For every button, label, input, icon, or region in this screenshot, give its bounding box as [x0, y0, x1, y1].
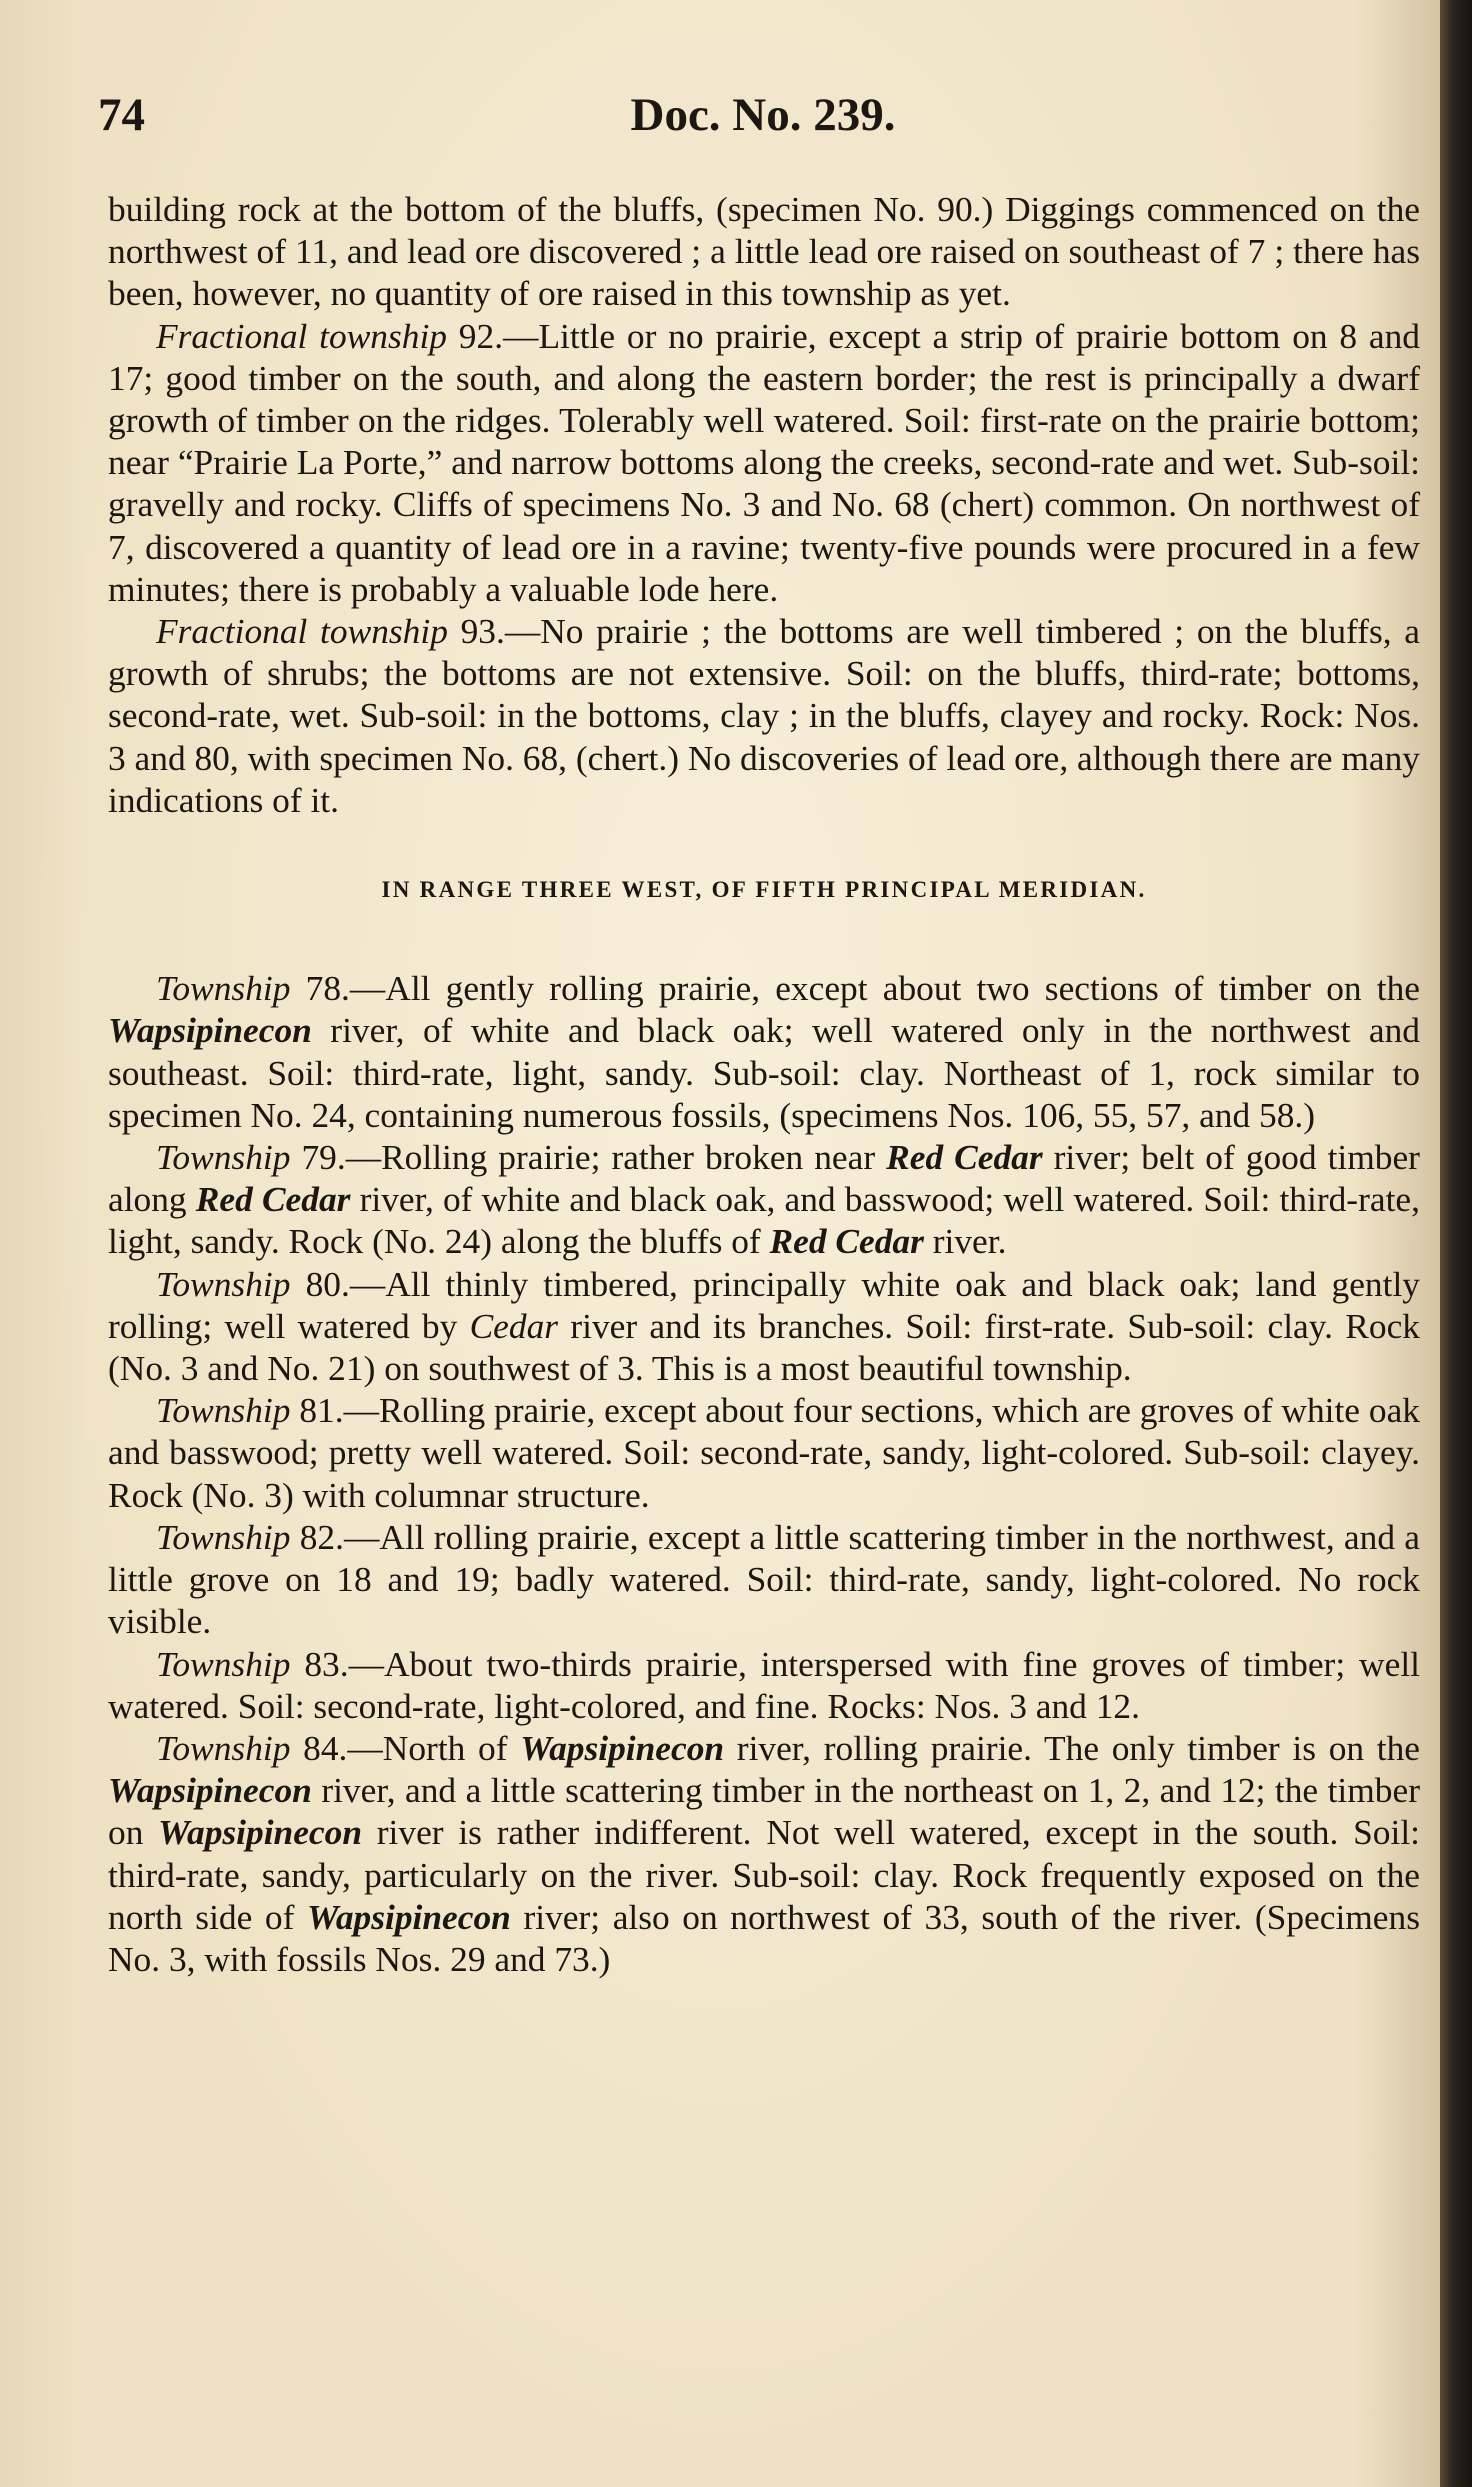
river-name: Red Cedar — [195, 1179, 351, 1220]
township-label: Township — [156, 1643, 291, 1684]
river-name: Wapsipinecon — [307, 1896, 511, 1937]
paragraph-township-83: Township 83.—About two-thirds prairie, interspersed with fine groves of timber; well watered. Soil: second-rate, light-colored, and fine. Rocks: Nos. 3 and 12. — [108, 1643, 1420, 1726]
paragraph-township-78: Township 78.—All gently rolling prairie, except about two sections of timber on the Wapsipinecon river, of white and black oak; well watered only in the northwest and southeast. Soil: third-rate, light, sandy. Sub-soil: clay. Northeast of 1, rock similar to specimen No. 24, containing numerous fossils, (specimens Nos. 106, 55, 57, and 58.) — [108, 968, 1420, 1135]
paragraph-township-84: Township 84.—North of Wapsipinecon river, rolling prairie. The only timber is on the Wapsipinecon river, and a little scattering timber in the northeast on 1, 2, and 12; the timber on Wapsipinecon river is rather indifferent. Not well watered, except in the south. Soil: third-rate, sandy, particularly on the river. Sub-soil: clay. Rock frequently exposed on the north side of Wapsipinecon river; also on northwest of 33, south of the river. (Specimens No. 3, with fossils Nos. 29 and 73.) — [108, 1727, 1421, 1979]
paragraph-township-80: Township 80.—All thinly timbered, principally white oak and black oak; land gently rolling; well watered by Cedar river and its branches. Soil: first-rate. Sub-soil: clay. Rock (No. 3 and No. 21) on southwest of 3. This is a most beautiful township. — [108, 1263, 1420, 1389]
township-label: Fractional township — [156, 611, 448, 652]
township-label: Township — [156, 1137, 291, 1178]
river-name: Wapsipinecon — [158, 1812, 362, 1853]
document-title: Doc. No. 239. — [630, 89, 896, 141]
river-name: Red Cedar — [769, 1221, 924, 1262]
river-name: Wapsipinecon — [108, 1770, 312, 1811]
township-label: Township — [156, 968, 291, 1009]
township-label: Fractional township — [156, 315, 447, 356]
township-label: Township — [156, 1263, 291, 1304]
paragraph-township-82: Township 82.—All rolling prairie, except a little scattering timber in the northwest, and a little grove on 18 and 19; badly watered. Soil: third-rate, sandy, light-colored. No rock visible. — [108, 1516, 1420, 1642]
paragraph-fractional-township-92: Fractional township 92.—Little or no prairie, except a strip of prairie bottom on 8 and 17; good timber on the south, and along the eastern border; the rest is principally a dwarf growth of timber on the ridges. Tolerably well watered. Soil: first-rate on the prairie bottom; near “Prairie La Porte,” and narrow bottoms along the creeks, second-rate and wet. Sub-soil: gravelly and rocky. Cliffs of specimens No. 3 and No. 68 (chert) common. On northwest of 7, discovered a quantity of lead ore in a ravine; twenty-five pounds were procured in a few minutes; there is probably a valuable lode here. — [108, 315, 1420, 609]
township-label: Township — [156, 1516, 291, 1557]
river-name: Red Cedar — [886, 1137, 1043, 1178]
paragraph-township-79: Township 79.—Rolling prairie; rather broken near Red Cedar river; belt of good timber along Red Cedar river, of white and black oak, and basswood; well watered. Soil: third-rate, light, sandy. Rock (No. 24) along the bluffs of Red Cedar river. — [108, 1137, 1420, 1262]
body-text — [108, 188, 1420, 1980]
river-name: Wapsipinecon — [108, 1010, 312, 1051]
page-number: 74 — [98, 89, 145, 141]
township-label: Township — [156, 1390, 291, 1431]
paragraph-township-81: Township 81.—Rolling prairie, except about four sections, which are groves of white oak and basswood; pretty well watered. Soil: second-rate, sandy, light-colored. Sub-soil: clayey. Rock (No. 3) with columnar structure. — [108, 1390, 1420, 1515]
township-label: Township — [156, 1727, 291, 1768]
section-heading: IN RANGE THREE WEST, OF FIFTH PRINCIPAL MERIDIAN. — [381, 877, 1147, 903]
paragraph-fractional-township-93: Fractional township 93.—No prairie ; the bottoms are well timbered ; on the bluffs, a growth of shrubs; the bottoms are not extensive. Soil: on the bluffs, third-rate; bottoms, second-rate, wet. Sub-soil: in the bottoms, clay ; in the bluffs, clayey and rocky. Rock: Nos. 3 and 80, with specimen No. 68, (chert.) No discoveries of lead ore, although there are many indications of it. — [108, 611, 1420, 820]
running-head — [98, 88, 1428, 158]
book-spine-edge — [1440, 0, 1472, 2487]
river-name: Wapsipinecon — [520, 1727, 725, 1768]
paragraph-continued: building rock at the bottom of the bluffs, (specimen No. 90.) Diggings commenced on the northwest of 11, and lead ore discovered ; a little lead ore raised on southeast of 7 ; there has been, however, no quantity of ore raised in this township as yet. — [108, 189, 1420, 314]
river-name: Cedar — [469, 1305, 559, 1346]
